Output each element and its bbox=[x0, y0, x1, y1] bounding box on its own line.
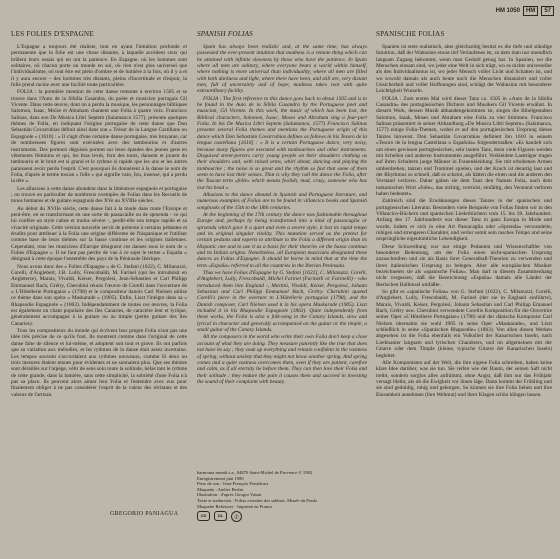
german-title: SPANISCHE FOLIAS bbox=[376, 30, 445, 38]
dl-logo: DL bbox=[214, 511, 227, 521]
german-paragraph: So gibt es »spanische Folias« von G. Stefani (1622), C. Milanuzzi, Corelli, d'Anglebert, Lully, Frescobaldi, M. Farinel (der sie in England einführte), Marais, Vivaldi, Keiser, Pergolesi, Johann Sebastian und Carl Philipp Emanuel Bach, Grétry usw. Cherubini verwendete Corellis Komposition für die Ouvertüre seiner Oper »L'Hôtellerie Portugaise« (1798) und der dänische Komponist Carl Nielsen übernahm sie wohl 1905 in seine Oper »Maskarade«, und Liszt schließlich in seine »Spanischen Rhapsodie« (1863). Von allen diesen Werken abgesehen ist die Folia ebenfalls ein Volkslied der Kanarischen Inseln, nach Liedmanier langsam und lyrischen Charakters, und im allgemeinen mit der Gitarre oder dem Timple (kleine, typische Gitarre der Kanarischen Inseln) begleitet. bbox=[376, 289, 552, 359]
english-paragraph: Allusions to the dance abound in Spanish and Portuguese literature, and numerous examples of Folias are to be found in villancico books and Spanish songbooks of the 15th to the 18th centuries. bbox=[197, 191, 367, 211]
french-title: LES FOLIES D'ESPAGNE bbox=[11, 30, 94, 38]
german-paragraph: Diese Schwerdtung war nur einige Pedanten und Wissenschaftler von besonderer Bedeutung, um der Folia einen nicht-spanischen Ursprung zuzuschreiben und sie als Basis ihrer Generalbaß-Theorien zu verwenden und ihren italienischen Ursprung zu belegen. Aber alle europäischen Musiker bezeichneten sie als »spanische Folias«. Man darf in diesem Zusammenhang nicht vergessen, daß die Bezeichnung »España« damals alle Länder der Iberischen Halbinsel umfaßte. bbox=[376, 243, 552, 288]
english-paragraph: All the composers in the world who write their own Folia don't keep a close account of what they are doing. They measure patiently like the true that does not have its say ; they soak up everything and remain confident in the vastness of spring, without anxiety that they might not know another spring. And spring comes and a quiet vastness overcomes them, even if they are patient, carefree and calm, as if all eternity lie before them. They can then love their Folia and their solitude ; they endure the pain it causes them and succeed in investing the sound of their complaint with beauty. bbox=[197, 334, 367, 385]
french-paragraph: Les allusions à cette danse abondent dans la littérature espagnole et portugaise ; on trouve en particulier de nombreux exemples de Folias dans les Recueils de tonos humanos et de guitare espagnols des XVe au XVIIIe siècles. bbox=[11, 185, 187, 205]
credit-line: Maquette : Atelier Berlin bbox=[197, 486, 244, 492]
german-paragraph: Alle Komponisten auf der Welt, die ihre eigene Folia schreiben, haben keine klare Idee darüber, was sie tun. Sie reifen wie der Baum, der seinen Saft nicht treibt, sondern sorglos alles aufnimmt, ohne Angst, daß ihm nur das Frühjahr versagt bleibt, als ob die Ewigkeit vor ihnen läge. Dann kommt der Frühling und sie sind geduldig, ruhig und geborgen. So können sie ihre Folia lieben und ihre Einsamkeit annehmen (ihre Wehmut) und ihrer Klagen schön klingen lassen. bbox=[376, 359, 552, 398]
credit-line: Texte et traduction : Folias extraites des sabbats. Musée du Prado bbox=[197, 497, 317, 503]
production-credits bbox=[197, 470, 367, 522]
french-column bbox=[11, 30, 187, 510]
english-paragraph: At the beginning of the 17th century the dance was fashionable throughout Europe and, perhaps by being transformed into a kind of passacaglia or sprsenda which gave it a quiet and even a severe style, it lost its rapid tempo and its original singular vitality. This mutation served as the pretext for certain pedants and experts to attribute to the Folia a different origin than its Hispanic one and to use it as a basis for their theories on the basso continuo and its Italian origins. Nonetheless, all European musicians designated these dances as Folias d'Espagne. It should be borne in mind that at the time the term «España» referred to all the countries in the Iberian Peninsula. bbox=[197, 211, 367, 269]
credit-line: Illustration : d'après Giorgio Vasari bbox=[197, 492, 262, 498]
label-logos bbox=[197, 511, 367, 522]
german-paragraph: FOLIA : Zum ersten Mal wird dieser Tanz ca. 1505 in »Auto de la Sibilla Casandra« des portugiesischen Dichters und Musikers Gil Vicente erwähnt. In diesem Werk, dessen Musik abhandengekommen ist, singen die Bibelgestalten Salomon, Isaak, Moses und Abraham eine Folia zu vier Stimmen. Francisco Salinas präsentiert in seiner Abhandlung »De Musica Libri Septem« (Salamanca, 1577) einige Folia-Themen, wobei er auf den portugiesischen Ursprung dieses Tanzes hinweist. Don Sebastián Covarrubias definiert ihn 1610 in seinem »Tesoro de la lengua Castellana o Española« folgendermaßen: »Es handelt sich um einen gewissen portugiesischen, sehr lauten Tanz, denn viele Figuren werden mit Schellen und anderen Instrumenten ausgeführt. Verkleidete Lastträger tragen auf ihren Schultern junge Männer in Frauenkleidung. Sie mit erhobenen Armen umherdrehen, tanzen und Trommel spielen, und der Krach ist derartig laut und der Rhythmus so schnell, daß es scheint, als hätten die einen und die anderen den Verstand verloren. Daher gaben sie dem Tanz den Namen Folia, nach dem toskanischen Wort »folle«, das nichtig, verrückt, einfältig, den Verstand verloren haben bedeutet«. bbox=[376, 95, 552, 197]
french-paragraph: Au début du XVIIe siècle, cette danse fait à la mode dans toute l'Europe et peut-être, en se transformant en une sorte de passacaille ou de sprsenda - ce qui lui confère un style calme et moins sévère -, perdit-elle son tempo rapide et sa vivacité originale. Cette version nouvelle servit de prétexte à certains pédantes et érudits pour attribuer à la Folia une origine différente de l'hispanique et l'utiliser comme base de leurs thèmes sur la basse continue et les origines italiennes. Cependant, tous les musiciens d'Europe désignent ces danses sous le nom de « Folies d'Espagne ». Il ne faut pas perdre de vue à ce sujet le terme « Espaňa » désignait à cette époque l'ensemble des pays de la Péninsule Ibérique. bbox=[11, 205, 187, 263]
catalog-box-number: 57 bbox=[541, 6, 554, 16]
french-paragraph: L'Espagne a toujours été réaliste, tout en ayant l'intuition profonde et permanente que la folie est une chose distante, à laquelle accèdent ceux qui brûlent leurs essais qui en ont la patience. En Espagne, où les hommes sont solitaires, où chacun porte un monde en soi, où rien n'est plus universel que l'individualisme, où tout être est plein d'ombre et de lumière à la fois, où il y a et il y aura encore – des hommes très distants, pleins d'incertitude et d'espoir, la folie prend racine avec une facilité toute particulière. bbox=[11, 44, 187, 89]
catalog-number bbox=[496, 6, 554, 16]
credit-line: Enregistrement juin 1980 bbox=[197, 475, 244, 481]
english-paragraph: Spain has always been realistic and, at the same time, has always possessed the ever-present intuition that madness is a remote thing which can be attained with infinite slowness by those who have the patience. In Spain where all men are solitary, where everyone bears a world within himself, where nothing is more universal than individuality, where all men are filled with both darkness and light, where there have been, and still are, very distant men, full of uncertainty and of hope, madness takes root with quite extraordinary facility. bbox=[197, 44, 367, 95]
english-paragraph: FOLIA : The first reference to this dance goes back to about 1505 and is to be found in the Auto de la Sibila Casandra by the Portuguese poet and musician, Gil Vicente. In this work, the music of which has been lost, the Biblical characters, Solomon, Isaac, Moses and Abraham sing a four-part Folia. In his De Musica Libri Septem (Salamanca, 1577) Francisco Salinas presents several Folia themes and mentions the Portuguese origin of this dance which Don Sebastián Covarrubias defines as follows in his Tesoro de la lengua castellana [1610] : « It is a certain Portuguese dance, very noisy, because many figures are executed with tambourines and other instruments. Disguised street-porters carry young people on their shoulders clothing as their shoulders and, with raised arms, whirl about, dancing and playing the tambourine ; the noise is so great and the rhythm so fast that some of them seem to have lost their senses. That is why they call the dance the Folia, after the Tuscan term «folle» which means foolish, mad, crazy, someone who has lost his head ». bbox=[197, 95, 367, 191]
credit-line: Prise de son : Jean-François Pontefract bbox=[197, 481, 269, 487]
cd-logo: CD bbox=[197, 511, 210, 521]
german-column bbox=[376, 30, 552, 550]
german-paragraph: Spanien ist stets realistisch, aber gleichzeitig besitzt es die tiefe und ständige Intuition, daß der Wahnsinn etwas tief Verlaufenes ist, zu dem man nur unendlich langsam Zugang bekommt, wenn man Geduld genug hat. In Spanien, wo die Menschen einsam sind, wo jeder eine Welt in sich trägt, wo es nichts universeller als den Individualismus ist, wo jeder Mensch voller Licht und Schatten ist, und wo sowohl damals als auch heute noch die Menschen distanziert und voller Unsicherheit und voller Hoffnungen sind, schlägt der Wahnsinn mit besonderer Leichtigkeit Wurzeln. bbox=[376, 44, 552, 95]
author-signature: GREGORIO PANIAGUA bbox=[110, 511, 179, 517]
credit-line: Maquette Rekeisser · Imprimé en France bbox=[197, 503, 273, 509]
catalog-box-hm: HM bbox=[523, 6, 538, 16]
catalog-prefix: HM 1050 bbox=[495, 8, 520, 14]
french-paragraph: Nous avons donc des « Folies d'Espagne » de G. Stefani (1622), C. Milanuzzi, Corelli, d'Anglebert, J.B. Lully, Frescobaldi, M. Farinel (qui les introduisit en Angleterre), Marais, Vivaldi, Keiser, Pergolesi, Jean-Sébastien et Carl Philipp Emmanuel Bach, Grétry, Cherubini réunis l'œuvre de Corelli dans l'ouverture de « L'Hôtellerie Portugaise » (1798) et le compositeur danois Carl Nielsen utilise ce thème dans son opéra « Maskarade » (1905). Enfin, Liszt l'intègre dans sa « Rhapsodie Espagnole » (1863). Indépendamment de toutes ces œuvres, la Folia est également un chant populaire des îles Canaries, de caractère lent et lyrique, généralement accompagné à la guitare ou au timple (petite guitare des îles Canaries). bbox=[11, 263, 187, 327]
registered-logo: ⓡ bbox=[231, 511, 242, 522]
english-title: SPANISH FOLIAS bbox=[197, 30, 253, 38]
credit-line: harmonia mundi s.a., 04870 Saint-Michel de Provence ℗ 1982 bbox=[197, 470, 313, 475]
english-column bbox=[197, 30, 367, 460]
german-paragraph: Zahlreich sind die Erwähnungen dieses Tanzes in der spanischen und portugiesischen Literatur. Besonders viele Beispiele von Folias finden wir in den Villancico-Büchern und spanischen Liederbüchern vom 15. bis 18. Jahrhundert. Anfang des 17. Jahrhunderts war dieser Tanz in ganz Europa in Mode und wurde, indem er sich in eine Art Passacaglia oder »Sprenda« verwandelte, ruhigen und strengeren Charakter, und verlor somit sein rasches Tempo und seine ursprüngliche eigentümliche Lebendigkeit. bbox=[376, 198, 552, 243]
english-paragraph: Thus we have Folias d'Espagne by G. Stefani [1622], C. Milanuzzi, Corelli, d'Anglebert, Lully, Frescobaldi, Michel Farinel (Farinelli or Farinelli) - who introduced them into England -, Martini, Vivaldi, Keiser, Pergolesi, Johann Sebastian and Carl Philipp Emmanuel Bach, Grétry. Cherubini quoted Corelli's piece in the overture to L'Hôtellerie portugaise (1798), and the Danish composer, Carl Nielsen used it in his opera Maskarade (1905). Liszt included it in his Rhapsodie Espagnole (1863). Quite independently from these works, the Folia is also a folk-song in the Canary Islands, slow and lyrical in character and generally accompanied on the guitar or the timple, a small guitar of the Canary Islands. bbox=[197, 270, 367, 334]
french-paragraph: FOLIA : la première mention de cette danse remonte à environ 1505 et se trouve dans l'Auto de la Sibilla Casandra, du poète et musicien portugais Gil Vicente. Dans cette œuvre, dont on a perdu la musique, les personnages bibliques Salomon, Isaac, Moïse et Abraham chantent une Folia à quatre voix. Francisco Salinas, dans son De Musica Libri Septem (Salamanca 1577), présente quelques thèmes de Folia, en indiquant l'origine portugaise de cette danse que Don Sebastián Covarrubias définit ainsi dans son « Trésor de la Langue Castillane ou Espagnole » (1610) : « Il s'agit d'une certaine danse portugaise, très bruyante, car de nombreuses figures sont exécutées avec des tambourins et d'autres instruments. Des porteurs déguisés portent sur leurs épaules des jeunes gens en vêtements féminins et qui, les bras levés, font des tours, dansent et jouent du tambourin et le bruit est si grand et le rythme si rapide que les uns et les autres paraissent avoir perdu l'esprit. C'est pourquoi ils donnèrent à la danse le nom de Folia, d'après le terme toscan « folle » qui signifie vain, fou, insensé, qui a perdu la tête ». bbox=[11, 89, 187, 185]
french-paragraph: Tous les compositeurs du monde qui écrivent leur propre Folia n'ont pas une idée très précise de ce qu'ils font. Ils montrent comme dans l'original de cette danse faite de silence et lui-même, et adoptent soit tout et grave. Ils ont parfois que sa variation aux mélodies, et les rythmes de la danse était assez incertaine. Les tempos souvent s'accordaient aux rythmes nouveaux, comme Si deux ou trois mesures étaient tenues pour évidentes et ne sonnaient plus. Que ses thèmes sont déraillés sur l'arpège, vêtir de sens soin toute la solitude, hélas tant le rythme de cette grande, dans la lumière, sans cette simplicité, la sobriété d'une Folia n'a pas sa place. Ils peuvent alors aimer leur Folia et l'entendre avec eux pour finalement obliger à ne pas considérer l'esprit de la valeur des récitants et des valeurs de l'artisan. bbox=[11, 328, 187, 398]
